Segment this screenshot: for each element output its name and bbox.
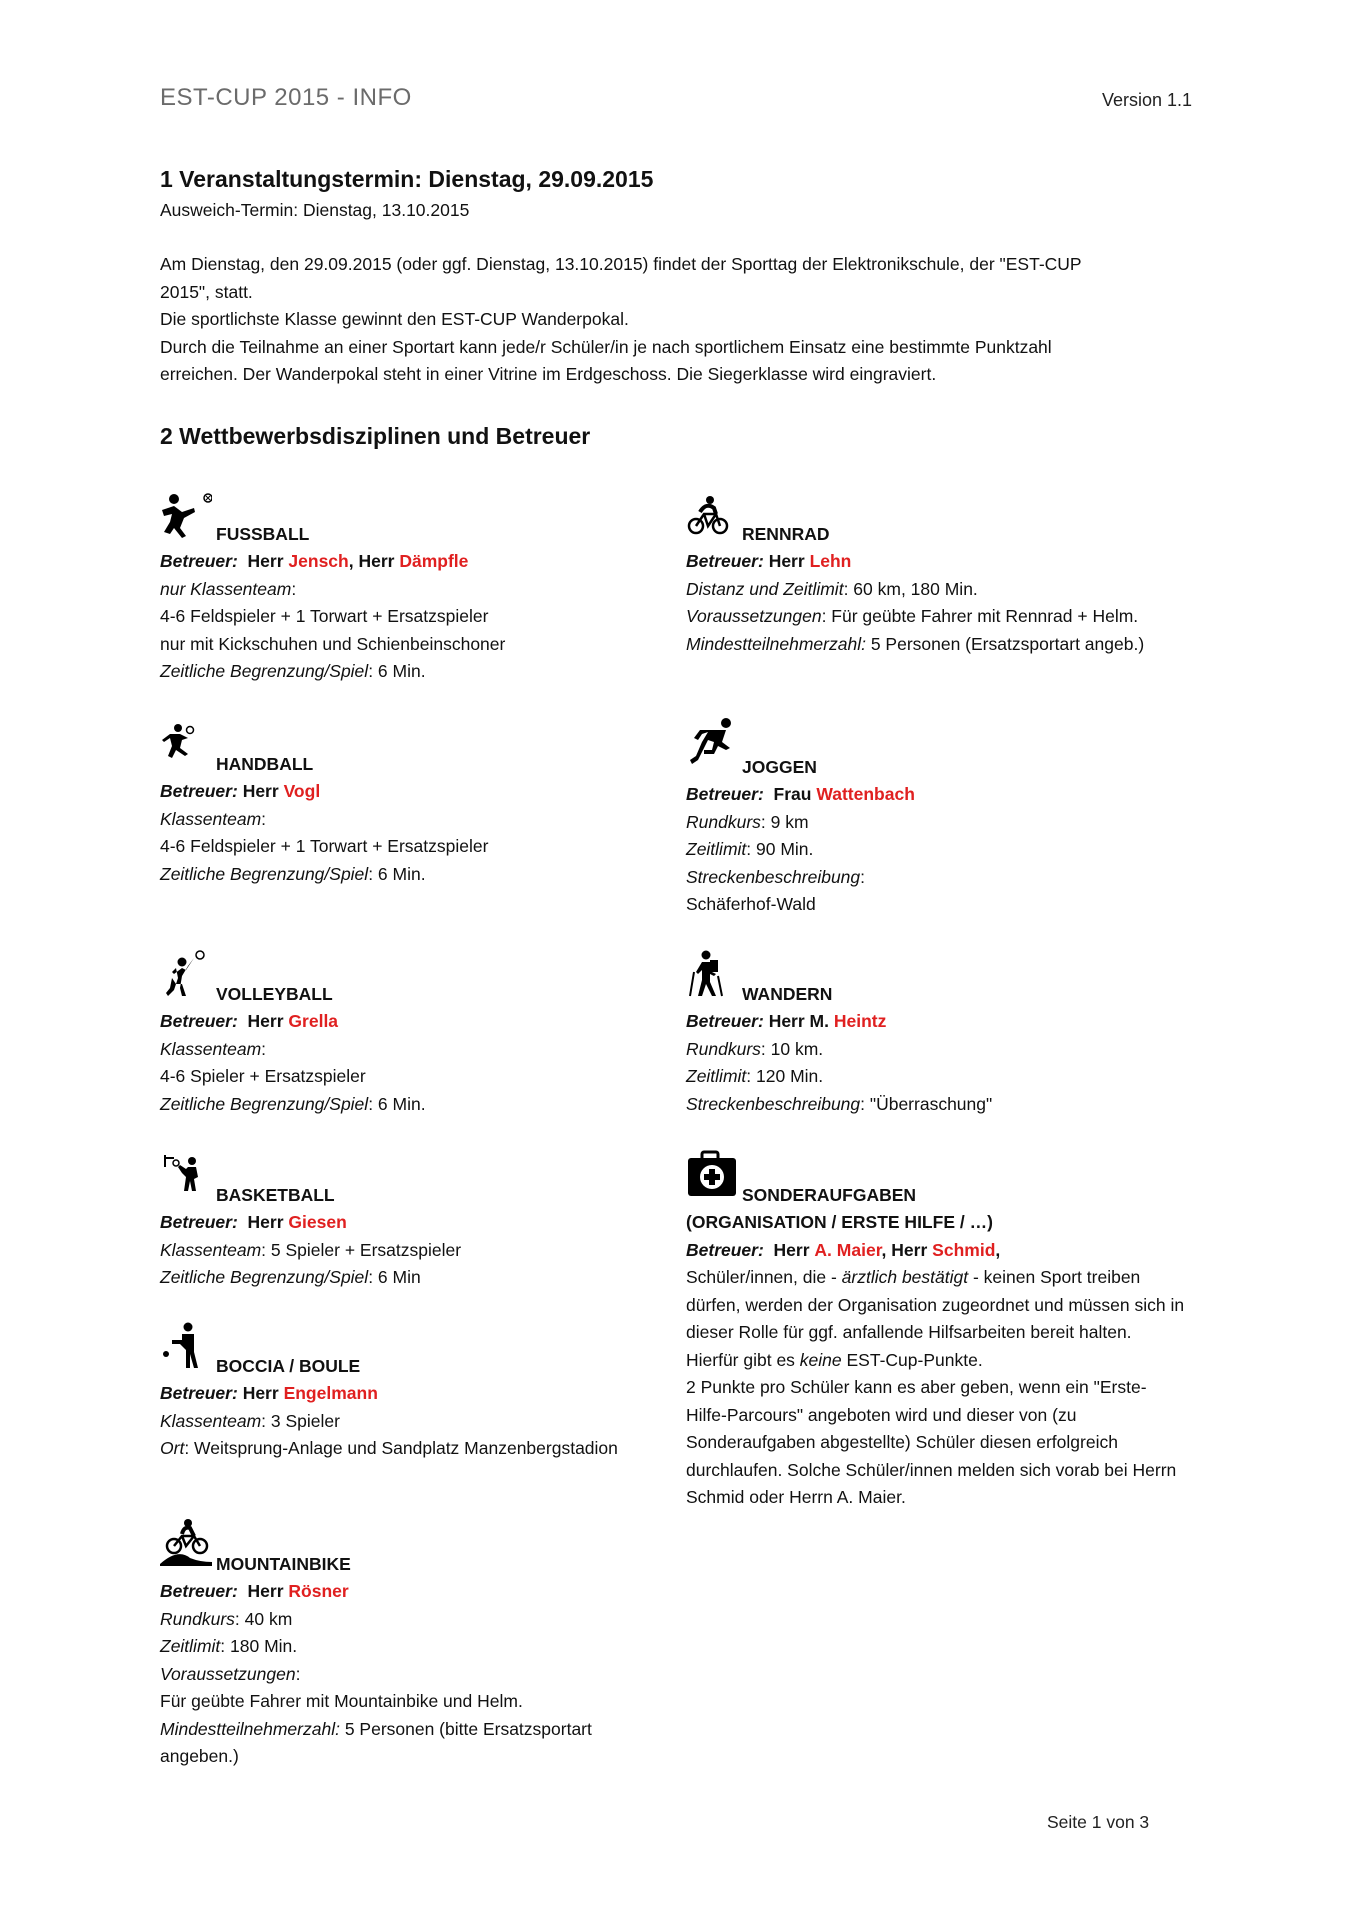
info-value: : 120 Min. [746, 1066, 824, 1086]
soccer-icon [160, 492, 212, 540]
intro-line: Durch die Teilnahme an einer Sportart kann jede/r Schüler/in je nach sportlichem Einsatz eine bestimmte Punktzahl [160, 336, 1052, 357]
info-value: : 40 km [234, 1608, 293, 1629]
betreuer-label: Betreuer: [686, 784, 764, 804]
discipline-name: WANDERN [742, 984, 833, 1004]
betreuer-label: Betreuer: [160, 1212, 238, 1232]
intro-line: erreichen. Der Wanderpokal steht in einer Vitrine im Erdgeschoss. Die Siegerklasse wird eingraviert. [160, 364, 937, 384]
salutation: Frau [773, 784, 812, 804]
text-fragment: ärztlich bestätigt [841, 1267, 969, 1287]
info-line: 4-6 Spieler + Ersatzspieler [160, 1066, 366, 1086]
info-label: Voraussetzungen [160, 1663, 296, 1684]
discipline-name: VOLLEYBALL [216, 984, 333, 1004]
info-label: Rundkurs [686, 811, 761, 832]
section-1-heading: 1 Veranstaltungstermin: Dienstag, 29.09.2015 [160, 166, 654, 192]
discipline-name: JOGGEN [742, 757, 817, 777]
info-value: : Weitsprung-Anlage und Sandplatz Manzenbergstadion [184, 1438, 618, 1458]
info-label: Zeitliche Begrenzung/Spiel [160, 661, 369, 681]
salutation: Herr [247, 1212, 284, 1232]
volleyball-icon [160, 950, 212, 998]
betreuer-label: Betreuer: [160, 1383, 238, 1403]
supervisor-name: Jensch [288, 551, 349, 571]
info-label: Zeitlimit [686, 839, 747, 859]
salutation: Herr [242, 781, 279, 801]
info-label: Klassenteam [160, 1239, 262, 1260]
info-label: Zeitliche Begrenzung/Spiel [160, 863, 369, 884]
info-label: Mindestteilnehmerzahl: [686, 633, 866, 654]
info-label: Ort [160, 1438, 185, 1458]
salutation: Herr [247, 1581, 284, 1601]
text-fragment: - keinen Sport treiben dürfen, werden der Organisation zugeordnet und müssen sich in dieser Rolle für ggf. anfallende Hilfsarbeiten bereit halten. Hierfür gibt es [686, 1267, 1185, 1370]
info-label: Zeitliche Begrenzung/Spiel [160, 1267, 369, 1287]
intro-line: Die sportlichste Klasse gewinnt den EST-CUP Wanderpokal. [160, 309, 629, 329]
sonder-paragraph-1 [686, 1264, 1186, 1374]
document-title: EST-CUP 2015 - INFO [160, 84, 412, 111]
discipline-name: HANDBALL [216, 754, 314, 774]
info-value: 5 Personen (bitte Ersatzsportart angeben.) [160, 1718, 592, 1766]
document-version: Version 1.1 [1102, 90, 1193, 110]
intro-paragraph [160, 251, 1180, 389]
info-value: : [291, 578, 297, 599]
text-fragment: Schüler/innen, die - [686, 1267, 842, 1287]
info-value: : 90 Min. [746, 839, 814, 859]
info-line: 4-6 Feldspieler + 1 Torwart + Ersatzspieler [160, 836, 489, 856]
salutation: Herr [358, 551, 395, 571]
info-label: Streckenbeschreibung [686, 1093, 861, 1114]
info-value: : 5 Spieler + Ersatzspieler [261, 1239, 462, 1260]
sonder-paragraph-2: 2 Punkte pro Schüler kann es aber geben, wenn ein "Erste-Hilfe-Parcours" angeboten wird und dieser von (zu Sonderaufgaben abgestellte) Schüler diesen erfolgreich durchlaufen. Solche Schüler/innen melden sich vorab bei Herrn Schmid oder Herrn A. Maier. [686, 1377, 1177, 1507]
salutation: Herr [247, 551, 284, 571]
salutation: Herr [768, 551, 805, 571]
supervisor-name: Dämpfle [399, 551, 469, 571]
info-label: Zeitlimit [686, 1066, 747, 1086]
supervisor-name: Engelmann [283, 1383, 378, 1403]
page-number: Seite 1 von 3 [1047, 1812, 1150, 1832]
info-value: : "Überraschung" [860, 1093, 993, 1114]
info-label: Voraussetzungen [686, 606, 822, 626]
supervisor-name: Giesen [288, 1212, 347, 1232]
info-line: Für geübte Fahrer mit Mountainbike und Helm. [160, 1691, 523, 1711]
supervisor-name: Grella [288, 1011, 339, 1031]
discipline-name: MOUNTAINBIKE [216, 1554, 351, 1574]
section-2-heading: 2 Wettbewerbsdisziplinen und Betreuer [160, 423, 591, 449]
salutation: Herr [247, 1011, 284, 1031]
info-value: : [860, 866, 866, 887]
info-label: Rundkurs [160, 1608, 235, 1629]
info-label: Zeitliche Begrenzung/Spiel [160, 1093, 369, 1114]
info-label: Distanz und Zeitlimit [686, 578, 844, 599]
supervisor-name: Vogl [283, 781, 321, 801]
discipline-subtitle: (ORGANISATION / ERSTE HILFE / …) [686, 1212, 993, 1232]
first-aid-kit-icon [686, 1150, 738, 1198]
info-value: : [261, 1038, 267, 1059]
supervisor-name: Lehn [809, 551, 852, 571]
info-value: : 180 Min. [220, 1636, 298, 1656]
info-line: 4-6 Feldspieler + 1 Torwart + Ersatzspieler [160, 606, 489, 626]
info-value: : 10 km. [760, 1038, 824, 1059]
betreuer-label: Betreuer: [160, 551, 238, 571]
supervisor-name: A. Maier [814, 1239, 882, 1260]
info-label: Klassenteam [160, 808, 262, 829]
info-value: 5 Personen (Ersatzsportart angeb.) [865, 633, 1145, 654]
road-bike-icon [686, 492, 738, 540]
discipline-name: BASKETBALL [216, 1185, 335, 1205]
betreuer-label: Betreuer: [686, 551, 764, 571]
info-label: Klassenteam [160, 1038, 262, 1059]
betreuer-label: Betreuer: [160, 781, 238, 801]
info-value: : Für geübte Fahrer mit Rennrad + Helm. [821, 606, 1139, 626]
info-label: Rundkurs [686, 1038, 761, 1059]
supervisor-name: Wattenbach [816, 784, 915, 804]
salutation: Herr [242, 1383, 279, 1403]
betreuer-label: Betreuer: [686, 1011, 764, 1031]
supervisor-name: Heintz [833, 1011, 887, 1031]
info-value: : 9 km [760, 811, 809, 832]
info-label: Streckenbeschreibung [686, 866, 861, 887]
betreuer-label: Betreuer: [160, 1011, 238, 1031]
info-value: : 6 Min. [368, 661, 426, 681]
info-line: Schäferhof-Wald [686, 894, 816, 914]
salutation: Herr [891, 1239, 928, 1260]
runner-icon [686, 718, 738, 766]
intro-line: Am Dienstag, den 29.09.2015 (oder ggf. Dienstag, 13.10.2015) findet der Sporttag der Elektronikschule, der "EST-CUP [160, 254, 1082, 274]
mountain-bike-icon [160, 1518, 212, 1566]
info-label: Zeitlimit [160, 1636, 221, 1656]
text-fragment: EST-Cup-Punkte. [841, 1349, 983, 1370]
betreuer-label: Betreuer: [160, 1581, 238, 1601]
supervisor-name: Schmid [932, 1239, 996, 1260]
handball-icon [160, 722, 212, 770]
info-value: : 6 Min. [368, 1093, 426, 1114]
info-value: : 6 Min. [368, 863, 426, 884]
info-line [160, 1716, 640, 1771]
salutation: Herr M. [768, 1011, 829, 1031]
hiker-icon [686, 950, 738, 998]
discipline-name: BOCCIA / BOULE [216, 1356, 361, 1376]
basketball-icon [160, 1153, 212, 1201]
info-line: nur mit Kickschuhen und Schienbeinschoner [160, 633, 506, 654]
info-label: nur Klassenteam [160, 578, 292, 599]
alternative-date: Ausweich-Termin: Dienstag, 13.10.2015 [160, 200, 470, 220]
info-value: : [295, 1663, 301, 1684]
info-label: Klassenteam [160, 1410, 262, 1431]
info-value: : 60 km, 180 Min. [843, 578, 978, 599]
separator: , [995, 1239, 1001, 1260]
separator: , [348, 551, 354, 571]
info-value: : [261, 808, 267, 829]
salutation: Herr [773, 1239, 810, 1260]
betreuer-label: Betreuer: [686, 1239, 764, 1260]
discipline-name: SONDERAUFGABEN [742, 1185, 917, 1205]
intro-line: 2015", statt. [160, 281, 253, 302]
discipline-name: RENNRAD [742, 524, 830, 544]
boccia-icon [160, 1322, 212, 1370]
info-label: Mindestteilnehmerzahl: [160, 1718, 340, 1739]
supervisor-name: Rösner [288, 1581, 349, 1601]
discipline-name: FUSSBALL [216, 524, 310, 544]
info-value: : 3 Spieler [261, 1410, 340, 1431]
info-value: : 6 Min [368, 1267, 421, 1287]
text-fragment: keine [799, 1349, 842, 1370]
separator: , [881, 1239, 887, 1260]
